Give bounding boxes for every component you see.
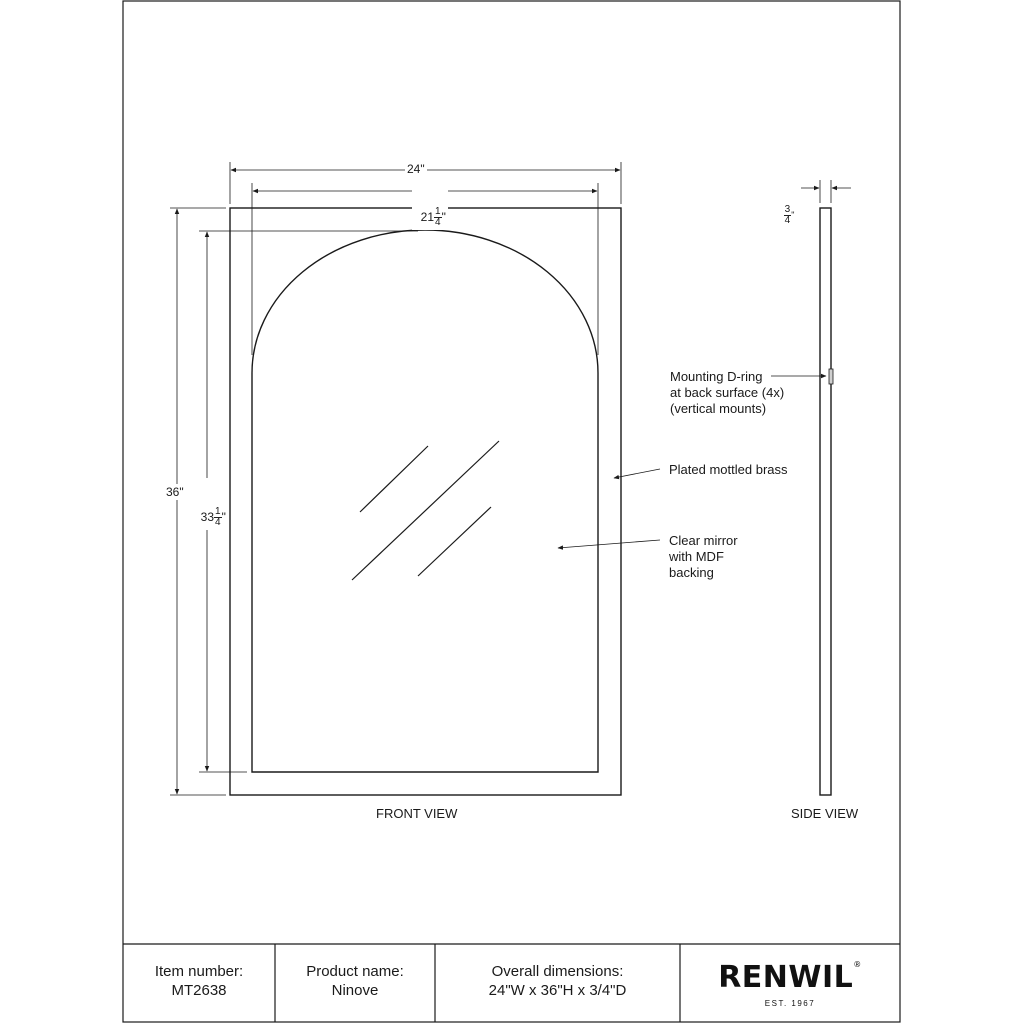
overall-dimensions-label: Overall dimensions: (491, 963, 624, 980)
item-number-label: Item number: (154, 963, 244, 980)
overall-dimensions-value: 24"W x 36"H x 3/4"D (488, 982, 627, 999)
sheet-border (123, 1, 900, 1022)
dim-label-depth (777, 176, 794, 228)
glass-reflection-line (360, 446, 428, 512)
product-name-value: Ninove (331, 982, 379, 999)
brand-logo (680, 944, 900, 1022)
brand-established: EST. 1967 (764, 999, 816, 1008)
glass-reflection-line (418, 507, 491, 576)
front-view-label: FRONT VIEW (376, 806, 458, 821)
title-cell-item (123, 944, 275, 1022)
dim-inner-height-fraction: $\frac{1}{4}$ (215, 506, 221, 529)
dim-label-overall-height: 36" (166, 485, 184, 499)
leader-mirror (558, 540, 660, 548)
side-view-label: SIDE VIEW (791, 806, 859, 821)
glass-reflection-line (352, 441, 499, 580)
callout-frame-finish: Plated mottled brass (669, 462, 788, 477)
dim-inner-width-whole: 21 (420, 210, 435, 224)
dim-depth-fraction: $\frac{3}{4}$ (784, 204, 791, 227)
dim-inner-height-unit: " (221, 510, 226, 524)
dim-label-inner-height (193, 478, 227, 530)
brand-wordmark: RENWIL® (718, 960, 862, 995)
callout-mirror: Clear mirror with MDF backing (669, 533, 738, 580)
side-view-profile (820, 208, 831, 795)
mirror-frame-outline (230, 208, 621, 795)
title-cell-dimensions (435, 944, 680, 1022)
dim-label-inner-width (412, 178, 448, 230)
dim-label-overall-width: 24" (407, 162, 425, 176)
dim-inner-width-unit: " (441, 210, 446, 224)
dim-inner-width-fraction: $\frac{1}{4}$ (435, 206, 441, 229)
item-number-value: MT2638 (171, 982, 227, 999)
mirror-arch-outline (252, 230, 598, 772)
product-name-label: Product name: (306, 963, 404, 980)
d-ring-bracket (829, 369, 833, 384)
registered-mark: ® (853, 960, 862, 969)
title-cell-product (275, 944, 435, 1022)
dim-depth-unit: " (791, 210, 795, 220)
dim-inner-height-whole: 33 (200, 510, 215, 524)
callout-d-ring: Mounting D-ring at back surface (4x) (vertical mounts) (670, 369, 785, 416)
